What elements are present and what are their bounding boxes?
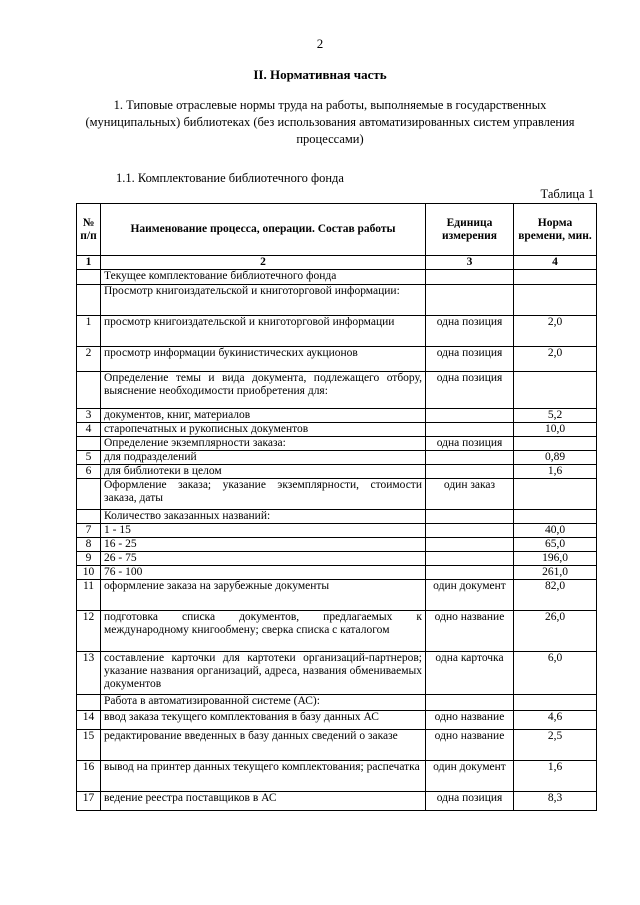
row-norm: 6,0 <box>514 652 597 695</box>
header-name: Наименование процесса, операции. Состав работы <box>101 204 426 256</box>
row-unit: одна позиция <box>426 316 514 347</box>
row-description: старопечатных и рукописных документов <box>101 423 426 437</box>
row-description: подготовка списка документов, предлагаемых к международному книгообмену; сверка списка с каталогом <box>101 611 426 652</box>
row-description: Количество заказанных названий: <box>101 510 426 524</box>
row-unit: один документ <box>426 761 514 792</box>
row-description: редактирование введенных в базу данных сведений о заказе <box>101 730 426 761</box>
column-number: 4 <box>514 256 597 270</box>
row-unit <box>426 566 514 580</box>
row-number <box>77 437 101 451</box>
row-unit: один заказ <box>426 479 514 510</box>
row-unit <box>426 285 514 316</box>
row-norm: 196,0 <box>514 552 597 566</box>
table-header-row <box>77 204 597 256</box>
row-norm: 261,0 <box>514 566 597 580</box>
row-unit: одна позиция <box>426 372 514 409</box>
row-norm: 8,3 <box>514 792 597 811</box>
table-row <box>77 711 597 730</box>
table-row <box>77 792 597 811</box>
row-number: 17 <box>77 792 101 811</box>
row-unit <box>426 451 514 465</box>
intro-paragraph: 1. Типовые отраслевые нормы труда на работы, выполняемые в государственных (муниципальных) библиотеках (без использования автоматизированных систем управления процессами) <box>85 98 575 146</box>
table-body <box>77 270 597 811</box>
row-norm: 2,5 <box>514 730 597 761</box>
column-number: 2 <box>101 256 426 270</box>
row-unit <box>426 423 514 437</box>
row-unit: одна позиция <box>426 437 514 451</box>
table-row <box>77 372 597 409</box>
table-label: Таблица 1 <box>540 187 594 201</box>
table-row <box>77 510 597 524</box>
row-description: Оформление заказа; указание экземплярности, стоимости заказа, даты <box>101 479 426 510</box>
row-norm <box>514 479 597 510</box>
table-row <box>77 552 597 566</box>
row-norm <box>514 270 597 285</box>
header-num: № п/п <box>77 204 101 256</box>
row-norm: 65,0 <box>514 538 597 552</box>
row-description: Работа в автоматизированной системе (АС): <box>101 695 426 711</box>
row-number: 7 <box>77 524 101 538</box>
row-unit <box>426 409 514 423</box>
row-unit <box>426 538 514 552</box>
row-number: 1 <box>77 316 101 347</box>
column-numbers-row <box>77 256 597 270</box>
table-row <box>77 347 597 372</box>
row-number <box>77 695 101 711</box>
row-description: Просмотр книгоиздательской и книготорговой информации: <box>101 285 426 316</box>
row-unit: одна позиция <box>426 792 514 811</box>
row-description: вывод на принтер данных текущего комплектования; распечатка <box>101 761 426 792</box>
table-row <box>77 611 597 652</box>
header-unit: Единица измерения <box>426 204 514 256</box>
row-norm: 2,0 <box>514 316 597 347</box>
subsection-title: 1.1. Комплектование библиотечного фонда <box>116 171 344 185</box>
row-norm: 1,6 <box>514 465 597 479</box>
row-number <box>77 510 101 524</box>
row-description: ввод заказа текущего комплектования в базу данных АС <box>101 711 426 730</box>
row-number: 6 <box>77 465 101 479</box>
table-row <box>77 580 597 611</box>
row-number <box>77 285 101 316</box>
table-row <box>77 730 597 761</box>
table-row <box>77 316 597 347</box>
row-number <box>77 372 101 409</box>
table-row <box>77 465 597 479</box>
table-row <box>77 479 597 510</box>
table-row <box>77 409 597 423</box>
table-row <box>77 270 597 285</box>
table-row <box>77 652 597 695</box>
page-number: 2 <box>316 36 324 51</box>
table-row <box>77 695 597 711</box>
row-description: 1 - 15 <box>101 524 426 538</box>
row-unit: одна карточка <box>426 652 514 695</box>
row-number: 16 <box>77 761 101 792</box>
row-norm: 4,6 <box>514 711 597 730</box>
column-number: 1 <box>77 256 101 270</box>
row-number: 8 <box>77 538 101 552</box>
row-description: Текущее комплектование библиотечного фонда <box>101 270 426 285</box>
table-row <box>77 566 597 580</box>
row-description: оформление заказа на зарубежные документы <box>101 580 426 611</box>
row-unit <box>426 695 514 711</box>
row-description: документов, книг, материалов <box>101 409 426 423</box>
table-row <box>77 451 597 465</box>
row-unit: одно название <box>426 711 514 730</box>
row-norm <box>514 437 597 451</box>
row-description: Определение темы и вида документа, подлежащего отбору, выяснение необходимости приобретения для: <box>101 372 426 409</box>
row-description: 16 - 25 <box>101 538 426 552</box>
row-description: для подразделений <box>101 451 426 465</box>
row-description: ведение реестра поставщиков в АС <box>101 792 426 811</box>
row-number <box>77 479 101 510</box>
row-description: Определение экземплярности заказа: <box>101 437 426 451</box>
section-title: II. Нормативная часть <box>253 67 387 82</box>
row-norm: 2,0 <box>514 347 597 372</box>
row-unit: одно название <box>426 611 514 652</box>
row-norm: 40,0 <box>514 524 597 538</box>
row-unit: одно название <box>426 730 514 761</box>
row-unit <box>426 465 514 479</box>
row-number: 5 <box>77 451 101 465</box>
row-norm <box>514 285 597 316</box>
row-norm: 1,6 <box>514 761 597 792</box>
row-description: 76 - 100 <box>101 566 426 580</box>
row-number: 15 <box>77 730 101 761</box>
row-number: 14 <box>77 711 101 730</box>
row-unit <box>426 270 514 285</box>
row-norm: 5,2 <box>514 409 597 423</box>
row-norm <box>514 695 597 711</box>
table-row <box>77 285 597 316</box>
row-norm <box>514 510 597 524</box>
norms-table <box>76 203 597 811</box>
row-number: 10 <box>77 566 101 580</box>
table-row <box>77 437 597 451</box>
row-number <box>77 270 101 285</box>
row-description: просмотр информации букинистических аукционов <box>101 347 426 372</box>
table-row <box>77 423 597 437</box>
row-number: 4 <box>77 423 101 437</box>
row-norm: 0,89 <box>514 451 597 465</box>
table-row <box>77 524 597 538</box>
row-norm: 26,0 <box>514 611 597 652</box>
row-norm: 10,0 <box>514 423 597 437</box>
row-description: 26 - 75 <box>101 552 426 566</box>
row-unit <box>426 524 514 538</box>
column-number: 3 <box>426 256 514 270</box>
row-unit <box>426 552 514 566</box>
row-number: 9 <box>77 552 101 566</box>
row-number: 13 <box>77 652 101 695</box>
row-description: для библиотеки в целом <box>101 465 426 479</box>
row-number: 12 <box>77 611 101 652</box>
row-norm: 82,0 <box>514 580 597 611</box>
row-unit <box>426 510 514 524</box>
row-number: 11 <box>77 580 101 611</box>
row-description: просмотр книгоиздательской и книготорговой информации <box>101 316 426 347</box>
header-norm: Норма времени, мин. <box>514 204 597 256</box>
row-unit: одна позиция <box>426 347 514 372</box>
row-description: составление карточки для картотеки организаций-партнеров; указание названия организаций, адреса, названия обмениваемых документов <box>101 652 426 695</box>
table-row <box>77 538 597 552</box>
table-row <box>77 761 597 792</box>
row-number: 3 <box>77 409 101 423</box>
row-norm <box>514 372 597 409</box>
row-number: 2 <box>77 347 101 372</box>
row-unit: один документ <box>426 580 514 611</box>
